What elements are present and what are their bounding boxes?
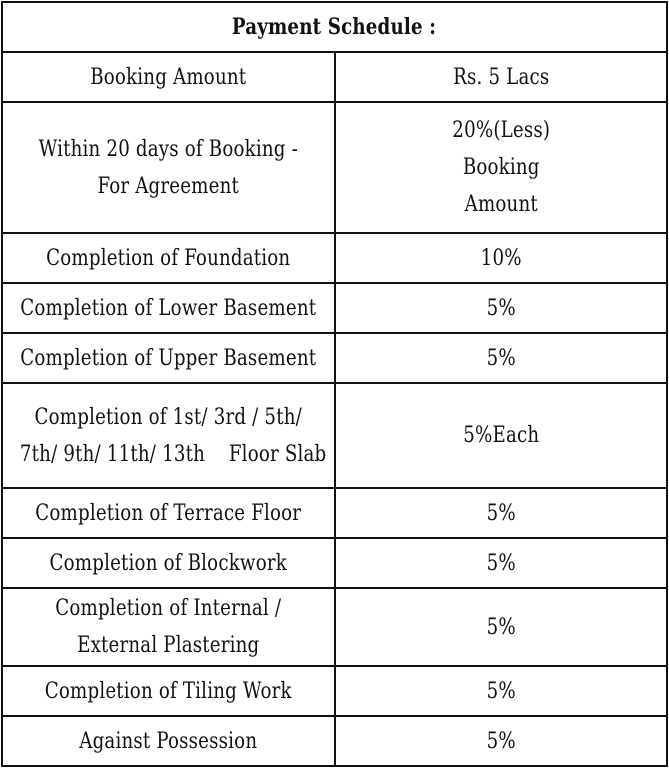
stage-cell <box>2 102 335 233</box>
amount-cell <box>335 102 668 233</box>
table-row <box>2 716 667 766</box>
stage-cell <box>2 666 335 716</box>
stage-text: Against Possession <box>79 728 258 754</box>
amount-text: Booking <box>462 155 540 180</box>
amount-cell <box>335 488 668 538</box>
amount-text: Amount <box>464 192 538 217</box>
amount-text: 5%Each <box>462 423 539 448</box>
amount-cell <box>335 333 668 383</box>
table-row <box>2 52 667 102</box>
amount-cell <box>335 538 668 588</box>
stage-cell <box>2 716 335 766</box>
stage-text: 7th/ 9th/ 11th/ 13th Floor Slab <box>19 441 327 467</box>
table-row <box>2 383 667 488</box>
amount-text: 5% <box>486 500 516 526</box>
stage-text: Completion of Blockwork <box>49 550 287 576</box>
stage-text: Completion of Upper Basement <box>20 345 317 371</box>
table-row <box>2 283 667 333</box>
stage-text: External Plastering <box>77 633 260 658</box>
amount-text: 5% <box>486 614 516 640</box>
amount-cell <box>335 233 668 283</box>
table-row <box>2 102 667 233</box>
amount-text: 5% <box>486 678 516 704</box>
table-row <box>2 538 667 588</box>
stage-cell <box>2 283 335 333</box>
amount-text: 10% <box>480 245 522 271</box>
stage-text: Completion of Lower Basement <box>20 295 317 321</box>
stage-text: Completion of Foundation <box>46 245 291 271</box>
table-row <box>2 333 667 383</box>
stage-cell <box>2 233 335 283</box>
amount-text: 5% <box>486 728 516 754</box>
amount-text: 5% <box>486 295 516 321</box>
amount-text: Rs. 5 Lacs <box>452 64 549 90</box>
amount-text: 5% <box>486 345 516 371</box>
stage-text: Completion of Internal / <box>55 596 282 621</box>
stage-text: For Agreement <box>97 173 240 199</box>
stage-cell <box>2 588 335 666</box>
amount-cell <box>335 666 668 716</box>
table-row <box>2 588 667 666</box>
stage-text: Completion of Terrace Floor <box>35 500 302 526</box>
table-row <box>2 233 667 283</box>
amount-text: 5% <box>486 550 516 576</box>
stage-cell <box>2 383 335 488</box>
title-row <box>2 2 667 52</box>
stage-text: Within 20 days of Booking - <box>38 136 298 162</box>
stage-text: Completion of Tiling Work <box>44 678 292 704</box>
table-title-cell <box>2 2 667 52</box>
stage-cell <box>2 52 335 102</box>
amount-cell <box>335 588 668 666</box>
amount-cell <box>335 283 668 333</box>
amount-cell <box>335 383 668 488</box>
amount-cell <box>335 52 668 102</box>
stage-cell <box>2 333 335 383</box>
stage-text: Booking Amount <box>90 64 247 90</box>
table-title: Payment Schedule : <box>232 13 437 40</box>
table-row <box>2 488 667 538</box>
stage-cell <box>2 488 335 538</box>
table-row <box>2 666 667 716</box>
stage-text: Completion of 1st/ 3rd / 5th/ <box>34 404 302 430</box>
amount-text: 20%(Less) <box>451 118 550 143</box>
amount-cell <box>335 716 668 766</box>
stage-cell <box>2 538 335 588</box>
payment-schedule-table <box>1 1 668 767</box>
